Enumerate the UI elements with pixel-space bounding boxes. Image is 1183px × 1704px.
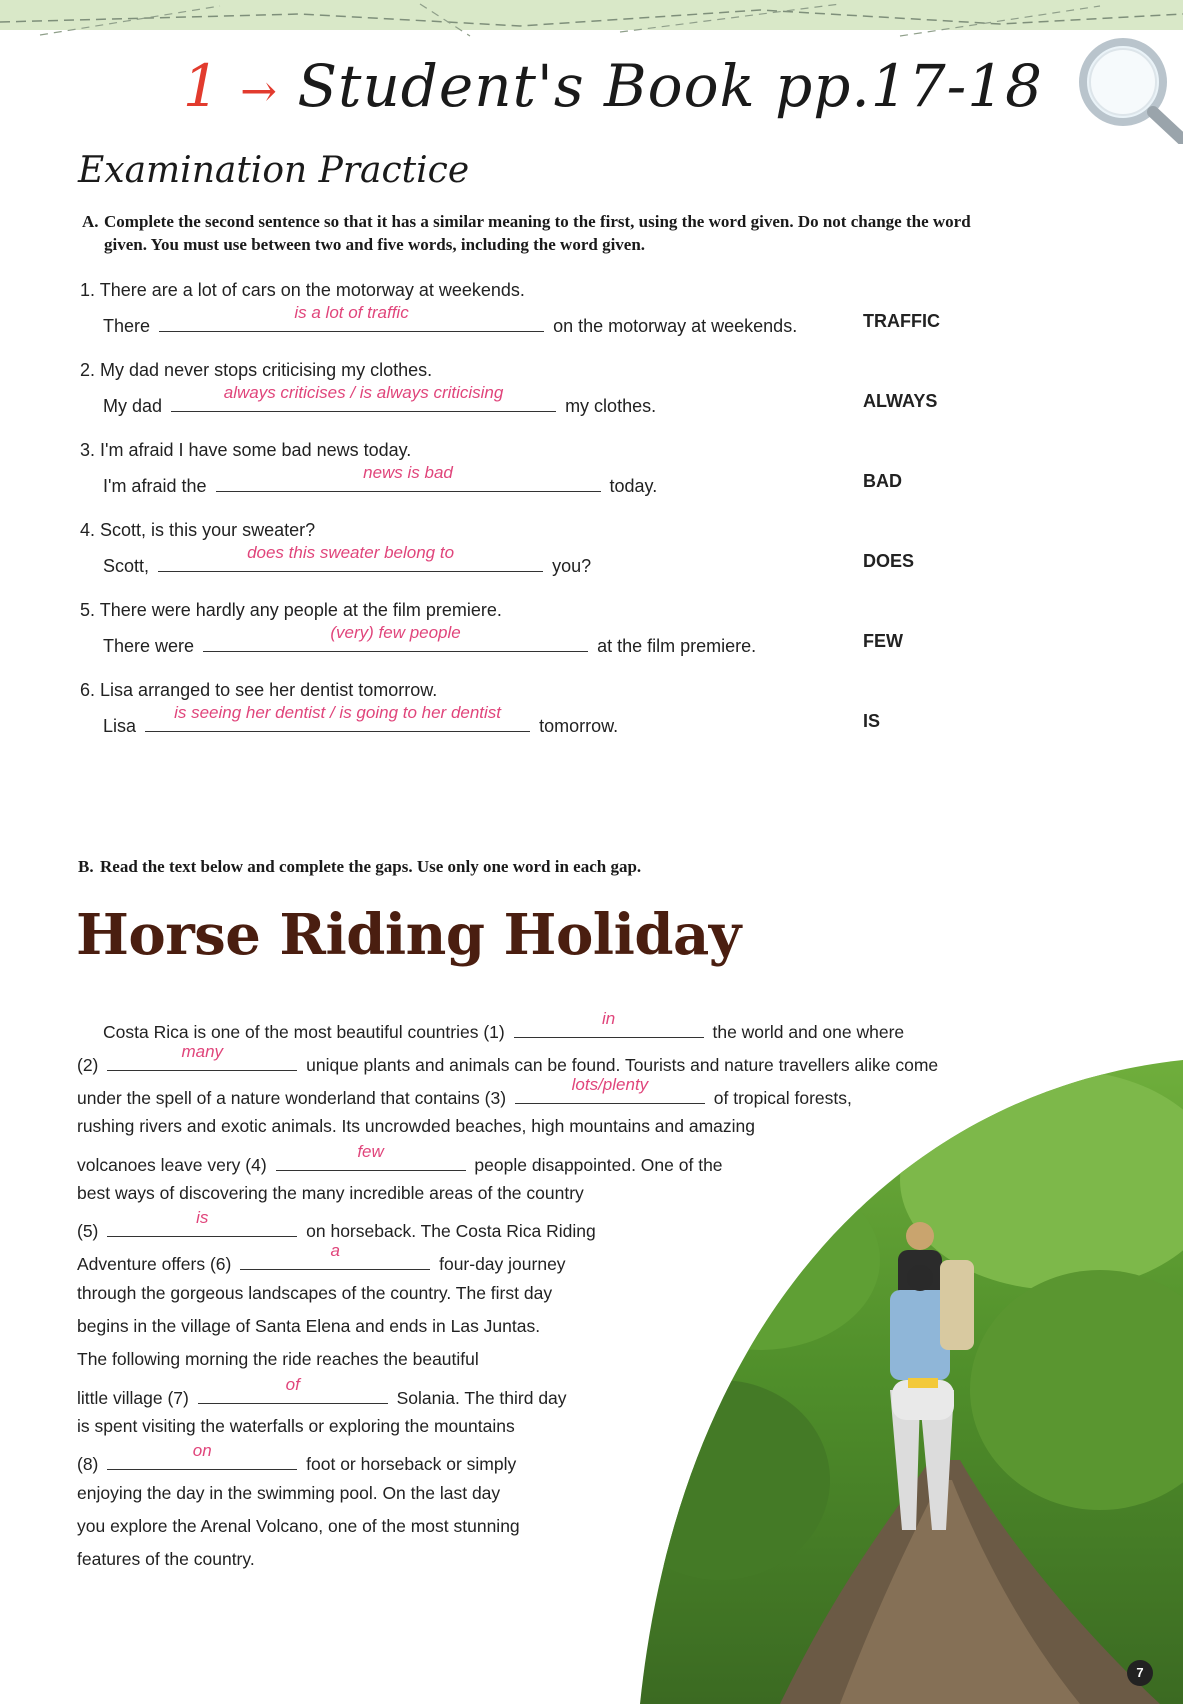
question-text: My dad never stops criticising my clothes.: [100, 360, 433, 380]
text-line-17: features of the country.: [77, 1549, 255, 1569]
text-line-9: through the gorgeous landscapes of the country. The first day: [77, 1283, 553, 1303]
text-segment: the world and one where: [712, 1022, 905, 1042]
text-segment: little village (7): [77, 1388, 189, 1408]
text-line-6: best ways of discovering the many incredible areas of the country: [77, 1183, 584, 1203]
text-gap-1[interactable]: [514, 1009, 704, 1038]
section-title: Examination Practice: [78, 150, 470, 191]
sentence-end: on the motorway at weekends.: [553, 316, 798, 336]
key-word: DOES: [863, 551, 915, 571]
sentence-end: today.: [609, 476, 658, 496]
book-reference-heading: [183, 52, 1043, 120]
text-segment: Solania. The third day: [396, 1388, 567, 1408]
sentence-end: at the film premiere.: [597, 636, 757, 656]
book-reference: Student's Book pp.17-18: [297, 52, 1043, 120]
text-segment: (5): [77, 1221, 99, 1241]
answer-gap[interactable]: [216, 463, 601, 492]
answer-gap[interactable]: [171, 383, 556, 412]
text-line-2: [77, 1042, 939, 1076]
sentence-start: Lisa: [103, 716, 137, 736]
sentence-start: Scott,: [103, 556, 150, 576]
instruction-line-1: Complete the second sentence so that it has a similar meaning to the first, using the word given. Do not change the word: [104, 212, 971, 231]
item-number: 2.: [80, 360, 96, 380]
text-segment: unique plants and animals can be found. Tourists and nature travellers alike come: [306, 1055, 939, 1075]
text-line-4: rushing rivers and exotic animals. Its uncrowded beaches, high mountains and amazing: [77, 1116, 756, 1136]
text-segment: Adventure offers (6): [77, 1254, 232, 1274]
sentence-start: My dad: [103, 396, 163, 416]
gap-answer-2: many: [181, 1042, 224, 1061]
text-line-11: The following morning the ride reaches the beautiful: [77, 1349, 479, 1369]
text-line-8: [77, 1241, 566, 1275]
text-segment: volcanoes leave very (4): [77, 1155, 267, 1175]
gap-answer-6: a: [330, 1241, 340, 1260]
part-b-instruction: [78, 855, 641, 878]
text-segment: (2): [77, 1055, 99, 1075]
text-segment: of tropical forests,: [713, 1088, 852, 1108]
article-title: Horse Riding Holiday: [76, 902, 741, 968]
key-word: FEW: [863, 631, 903, 651]
text-line-12: [77, 1375, 567, 1409]
item-number: 6.: [80, 680, 96, 700]
question-text: Lisa arranged to see her dentist tomorrow.: [100, 680, 438, 700]
gap-answer-1: in: [601, 1009, 616, 1028]
arrow-icon: →: [240, 66, 278, 117]
item-number: 5.: [80, 600, 96, 620]
question-text: I'm afraid I have some bad news today.: [100, 440, 412, 460]
text-line-10: begins in the village of Santa Elena and ends in Las Juntas.: [77, 1316, 541, 1336]
page-number: 7: [1127, 1660, 1153, 1686]
answer-gap[interactable]: [145, 703, 530, 732]
gap-answer-5: is: [196, 1208, 209, 1227]
sentence-start: There were: [103, 636, 195, 656]
text-segment: four-day journey: [439, 1254, 566, 1274]
part-b-label: B.: [78, 857, 94, 876]
sentence-end: tomorrow.: [539, 716, 619, 736]
answer-gap[interactable]: [159, 303, 544, 332]
text-segment: Costa Rica is one of the most beautiful countries (1): [103, 1022, 505, 1042]
text-gap-8[interactable]: [107, 1441, 297, 1470]
magnifier-icon: [1065, 26, 1183, 144]
answer-text: always criticises / is always criticising: [223, 383, 504, 402]
gap-answer-4: few: [357, 1142, 384, 1161]
gap-answer-8: on: [192, 1441, 212, 1460]
text-segment: on horseback. The Costa Rica Riding: [306, 1221, 596, 1241]
key-word: ALWAYS: [863, 391, 938, 411]
question-text: There were hardly any people at the film premiere.: [99, 600, 502, 620]
text-segment: foot or horseback or simply: [306, 1454, 517, 1474]
text-segment: (8): [77, 1454, 99, 1474]
part-a-instruction: [82, 210, 1122, 256]
answer-gap[interactable]: [158, 543, 543, 572]
sentence-end: my clothes.: [565, 396, 657, 416]
sentence-start: There: [103, 316, 151, 336]
text-gap-5[interactable]: [107, 1208, 297, 1237]
text-gap-6[interactable]: [240, 1241, 430, 1270]
text-line-1: [103, 1009, 905, 1043]
text-line-16: you explore the Arenal Volcano, one of the most stunning: [77, 1516, 520, 1536]
text-line-14: [77, 1441, 517, 1475]
answer-text: (very) few people: [330, 623, 461, 642]
text-line-15: enjoying the day in the swimming pool. On the last day: [77, 1483, 501, 1503]
text-segment: under the spell of a nature wonderland that contains (3): [77, 1088, 507, 1108]
text-gap-3[interactable]: [515, 1075, 705, 1104]
instruction-line-2: given. You must use between two and five words, including the word given.: [104, 235, 646, 254]
text-line-13: is spent visiting the waterfalls or exploring the mountains: [77, 1416, 515, 1436]
gap-answer-7: of: [285, 1375, 300, 1394]
key-word: BAD: [863, 471, 902, 491]
text-gap-7[interactable]: [198, 1375, 388, 1404]
answer-text: is seeing her dentist / is going to her dentist: [174, 703, 502, 722]
item-number: 4.: [80, 520, 96, 540]
question-text: There are a lot of cars on the motorway at weekends.: [99, 280, 525, 300]
part-a-label: A.: [82, 212, 99, 231]
text-line-5: [77, 1142, 723, 1176]
answer-text: does this sweater belong to: [247, 543, 455, 562]
key-word: IS: [863, 711, 881, 731]
part-b-instruction-text: Read the text below and complete the gaps. Use only one word in each gap.: [100, 857, 642, 876]
decorative-map-band: [0, 0, 1183, 40]
key-word: TRAFFIC: [863, 311, 940, 331]
text-segment: people disappointed. One of the: [474, 1155, 723, 1175]
unit-number: 1: [182, 52, 221, 120]
question-text: Scott, is this your sweater?: [100, 520, 316, 540]
text-line-3: [77, 1075, 852, 1109]
gap-answer-3: lots/plenty: [571, 1075, 649, 1094]
item-number: 3.: [80, 440, 96, 460]
item-number: 1.: [80, 280, 96, 300]
text-gap-2[interactable]: [107, 1042, 297, 1071]
answer-gap[interactable]: [203, 623, 588, 652]
text-gap-4[interactable]: [276, 1142, 466, 1171]
answer-text: news is bad: [363, 463, 453, 482]
text-line-7: [77, 1208, 596, 1242]
sentence-start: I'm afraid the: [103, 476, 207, 496]
sentence-end: you?: [552, 556, 592, 576]
answer-text: is a lot of traffic: [294, 303, 409, 322]
